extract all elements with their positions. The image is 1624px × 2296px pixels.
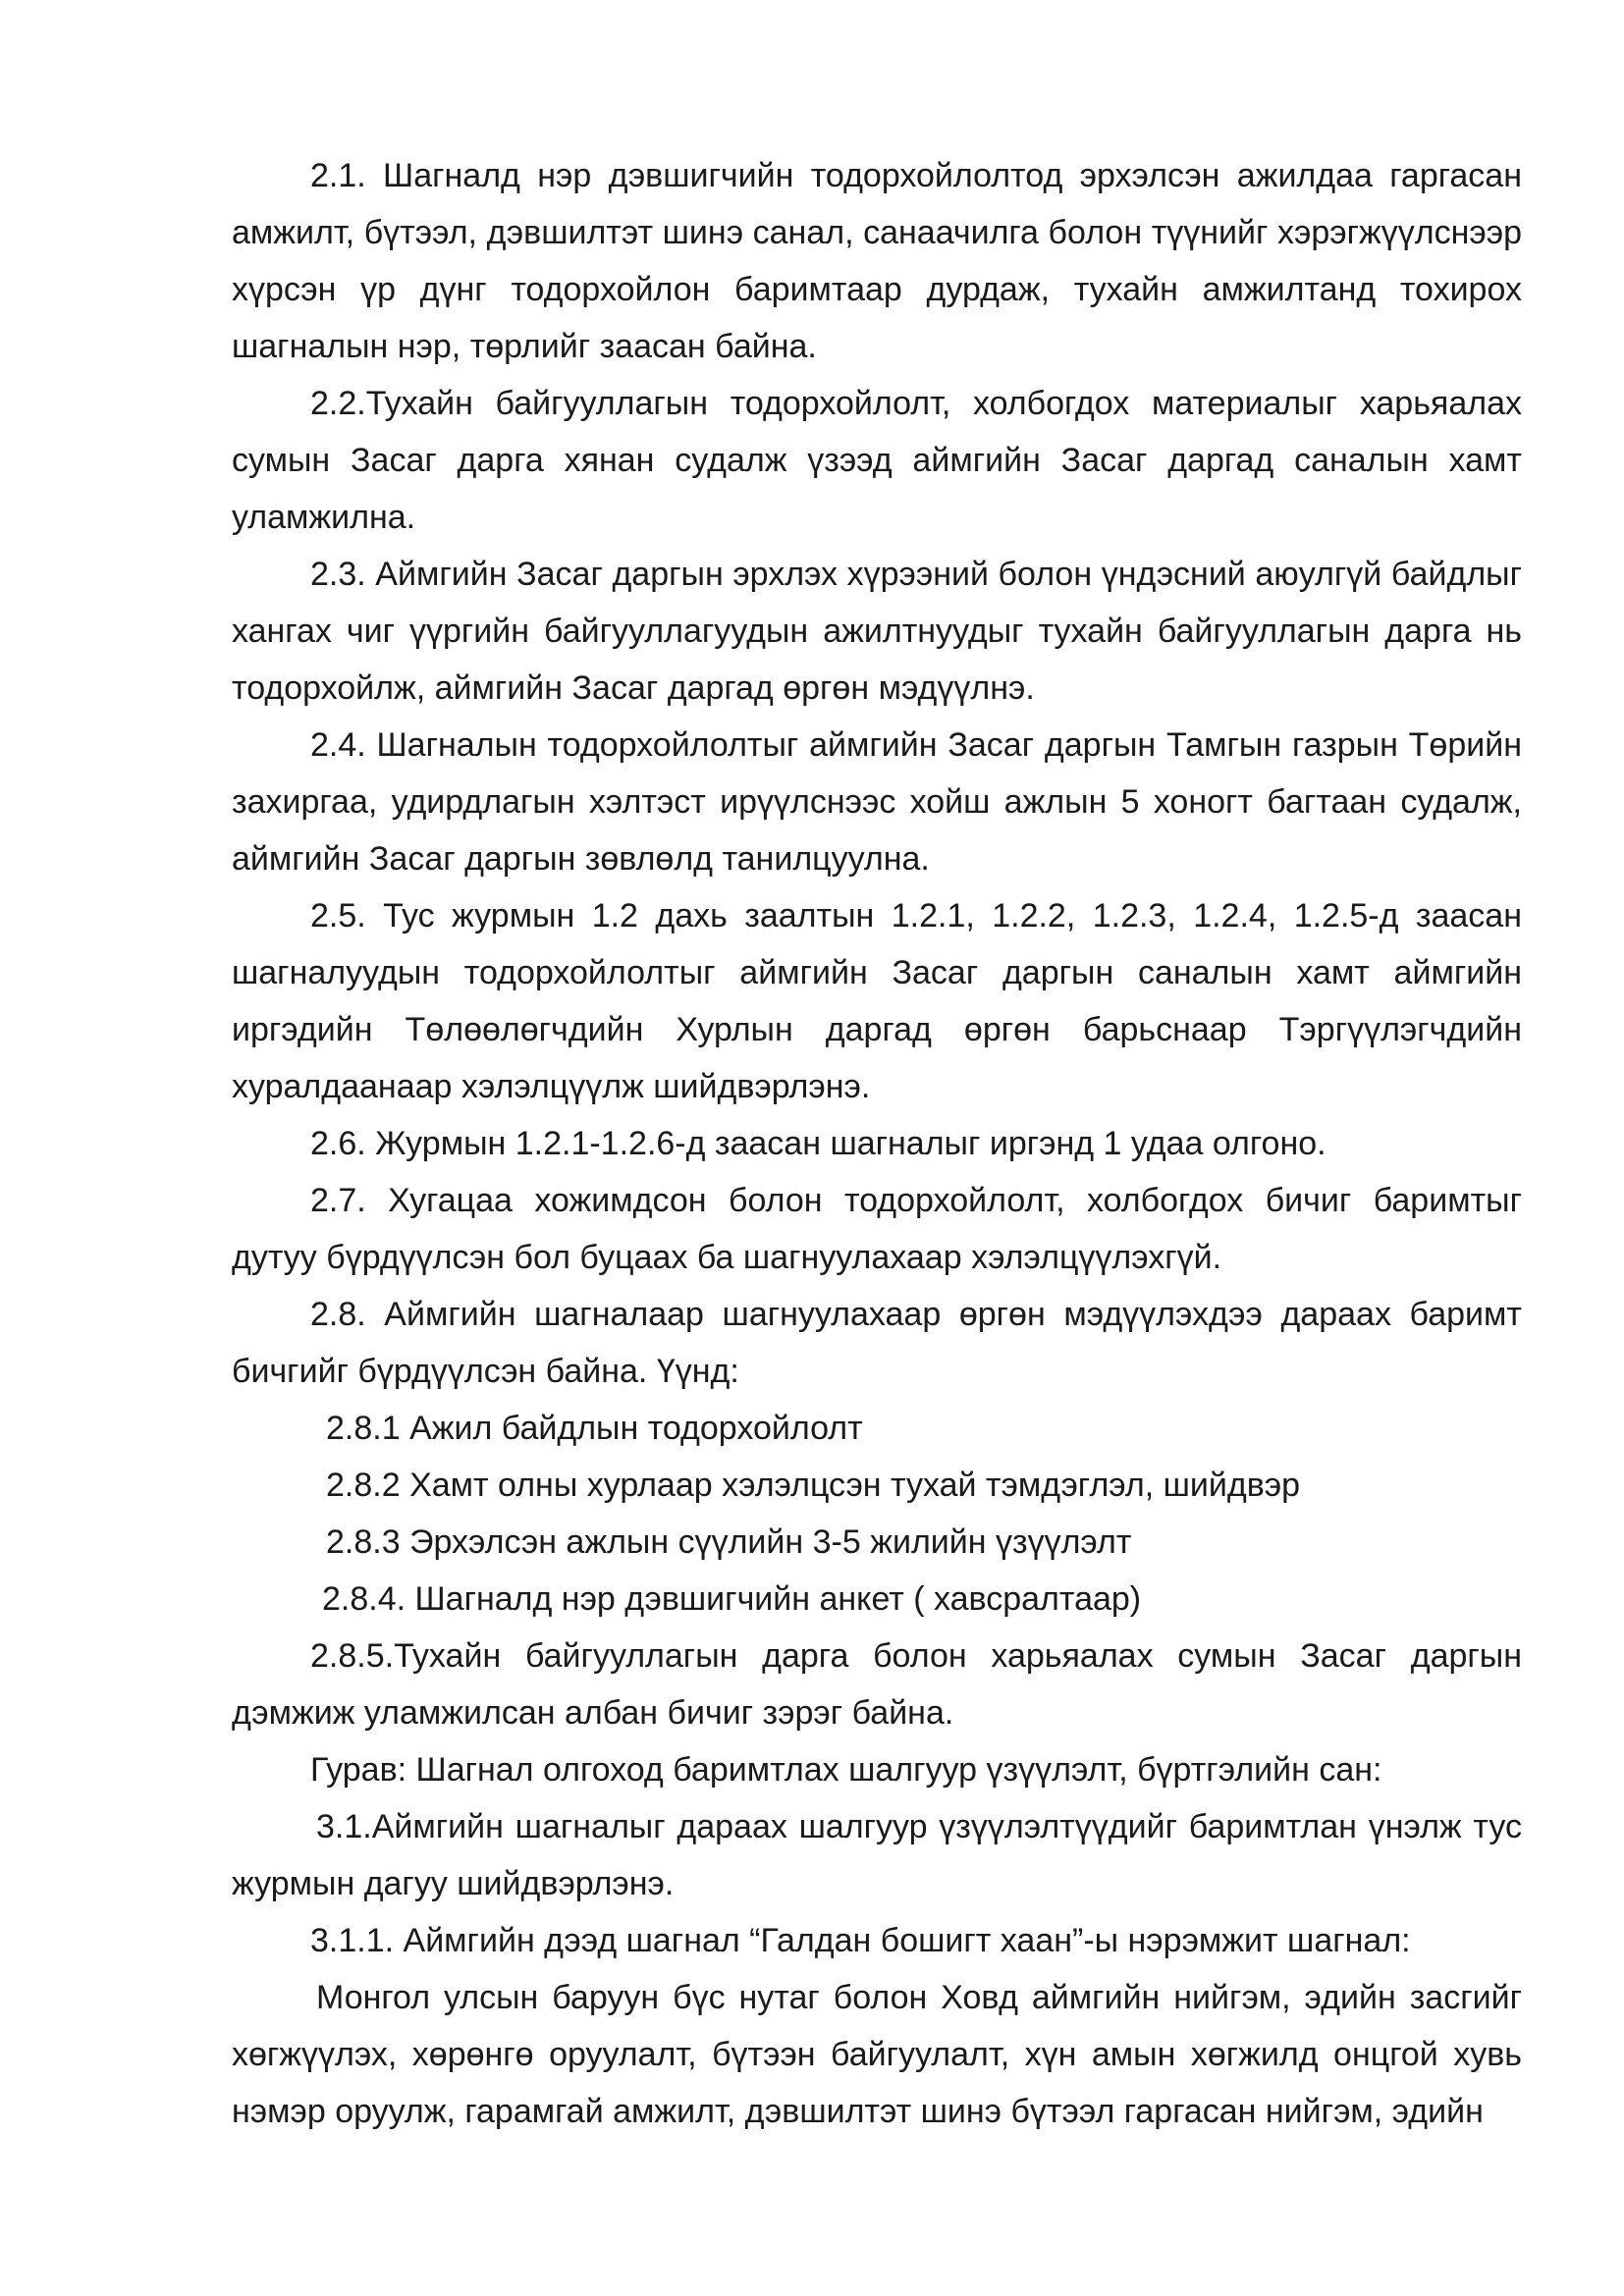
list-item-2-8-3: 2.8.3 Эрхэлсэн ажлын сүүлийн 3-5 жилийн үзүүлэлт (326, 1523, 1132, 1561)
paragraph-3-1-1: 3.1.1. Аймгийн дээд шагнал “Галдан бошигт хаан”-ы нэрэмжит шагнал: (310, 1922, 1411, 1959)
paragraph-2-2: 2.2.Тухайн байгууллагын тодорхойлолт, холбогдох материалыг харьяалах сумын Засаг дарга хянан судалж үзээд аймгийн Засаг даргад саналын хамт уламжилна. (232, 385, 1522, 536)
paragraph-2-3: 2.3. Аймгийн Засаг даргын эрхлэх хүрээний болон үндэсний аюулгүй байдлыг хангах чиг үүргийн байгууллагуудын ажилтнуудыг тухайн байгууллагын дарга нь тодорхойлж, аймгийн Засаг даргад өргөн мэдүүлнэ. (232, 556, 1522, 707)
paragraph-2-8: 2.8. Аймгийн шагналаар шагнуулахаар өргөн мэдүүлэхдээ дараах баримт бичгийг бүрдүүлсэн байна. Үүнд: (232, 1296, 1522, 1390)
paragraph-2-5: 2.5. Тус журмын 1.2 дахь заалтын 1.2.1, 1.2.2, 1.2.3, 1.2.4, 1.2.5-д заасан шагналуудын тодорхойлолтыг аймгийн Засаг даргын саналын хамт аймгийн иргэдийн Төлөөлөгчдийн Хурлын даргад өргөн барьснаар Тэргүүлэгчдийн хуралдаанаар хэлэлцүүлж шийдвэрлэнэ. (232, 897, 1522, 1105)
section-heading-3: Гурав: Шагнал олгоход баримтлах шалгуур үзүүлэлт, бүртгэлийн сан: (310, 1751, 1382, 1789)
paragraph-2-1: 2.1. Шагналд нэр дэвшигчийн тодорхойлолтод эрхэлсэн ажилдаа гаргасан амжилт, бүтээл, дэвшилтэт шинэ санал, санаачилга болон түүнийг хэрэгжүүлснээр хүрсэн үр дүнг тодорхойлон баримтаар дурдаж, тухайн амжилтанд тохирох шагналын нэр, төрлийг заасан байна. (232, 157, 1522, 365)
list-item-2-8-4: 2.8.4. Шагналд нэр дэвшигчийн анкет ( хавсралтаар) (322, 1580, 1142, 1618)
paragraph-3-1: 3.1.Аймгийн шагналыг дараах шалгуур үзүүлэлтүүдийг баримтлан үнэлж тус журмын дагуу шийдвэрлэнэ. (232, 1808, 1522, 1902)
paragraph-2-8-5: 2.8.5.Тухайн байгууллагын дарга болон харьяалах сумын Засаг даргын дэмжиж уламжилсан албан бичиг зэрэг байна. (232, 1637, 1522, 1732)
list-item-2-8-1: 2.8.1 Ажил байдлын тодорхойлолт (326, 1410, 863, 1447)
document-page (232, 147, 1522, 2140)
paragraph-2-4: 2.4. Шагналын тодорхойлолтыг аймгийн Засаг даргын Тамгын газрын Төрийн захиргаа, удирдлагын хэлтэст ирүүлснээс хойш ажлын 5 хоногт багтаан судалж, аймгийн Засаг даргын зөвлөлд танилцуулна. (232, 726, 1522, 878)
paragraph-2-6: 2.6. Журмын 1.2.1-1.2.6-д заасан шагналыг иргэнд 1 удаа олгоно. (310, 1125, 1326, 1162)
paragraph-galdan-description: Монгол улсын баруун бүс нутаг болон Ховд аймгийн нийгэм, эдийн засгийг хөгжүүлэх, хөрөнгө оруулалт, бүтээн байгуулалт, хүн амын хөгжилд онцгой хувь нэмэр оруулж, гарамгай амжилт, дэвшилтэт шинэ бүтээл гаргасан нийгэм, эдийн (232, 1979, 1522, 2130)
list-item-2-8-2: 2.8.2 Хамт олны хурлаар хэлэлцсэн тухай тэмдэглэл, шийдвэр (326, 1467, 1301, 1504)
paragraph-2-7: 2.7. Хугацаа хожимдсон болон тодорхойлолт, холбогдох бичиг баримтыг дутуу бүрдүүлсэн бол буцаах ба шагнуулахаар хэлэлцүүлэхгүй. (232, 1182, 1522, 1276)
